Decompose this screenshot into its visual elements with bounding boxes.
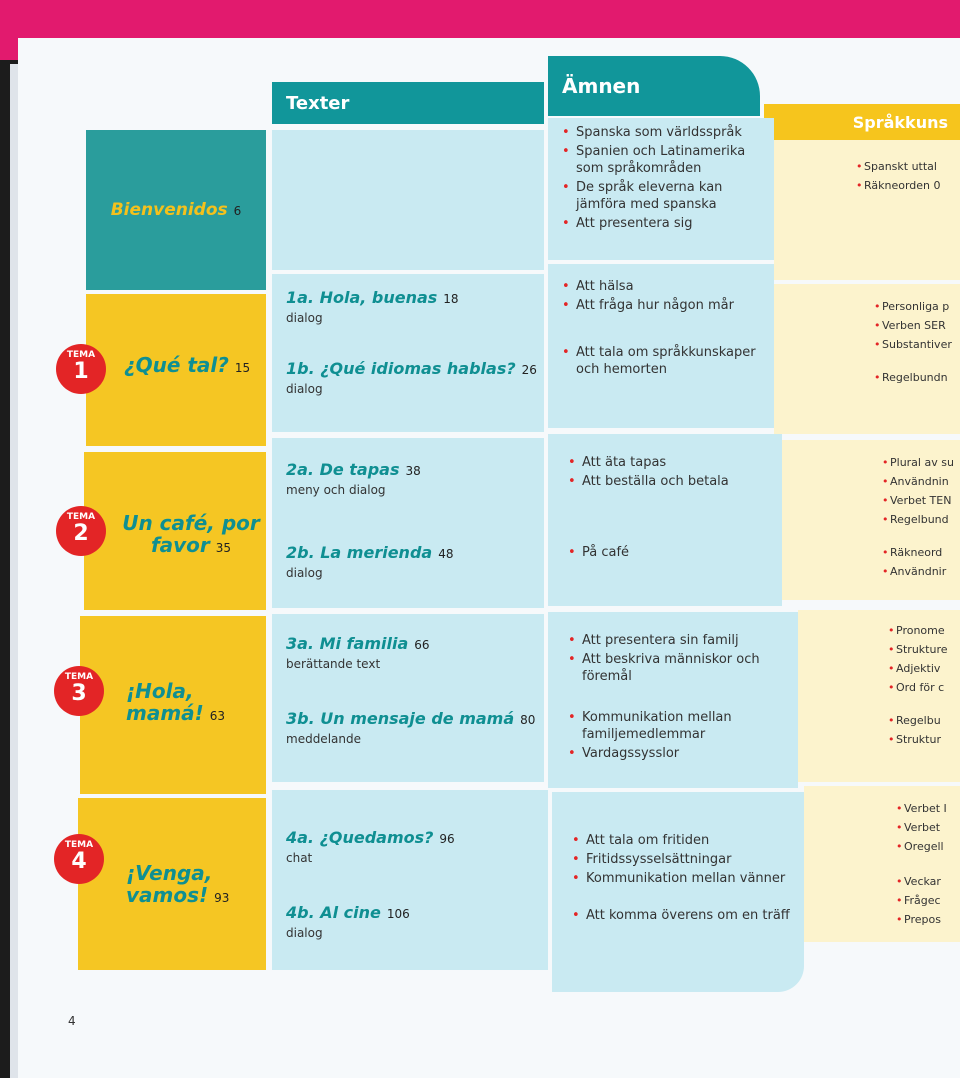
skill-item: • Veckar xyxy=(896,873,960,890)
text-type: dialog xyxy=(286,311,323,325)
skill-item: • Regelbund xyxy=(882,511,960,528)
skill-item: • Verbet I xyxy=(896,800,960,817)
intro-skills-list xyxy=(856,158,960,194)
header-texter xyxy=(272,82,544,124)
text-title: 4a. ¿Quedamos? 96 xyxy=(286,828,455,847)
skill-item: • Räkneorden 0 xyxy=(856,177,960,194)
theme-2-skills-cell xyxy=(782,440,960,600)
topics-list xyxy=(562,344,766,378)
theme-3-title: ¡Hola, mamá! 63 xyxy=(126,679,226,725)
skills-list xyxy=(874,298,960,386)
text-title: 3a. Mi familia 66 xyxy=(286,634,430,653)
theme-3-cell xyxy=(80,616,266,794)
skill-item: • Adjektiv xyxy=(888,660,960,677)
header-amnen xyxy=(548,56,760,116)
intro-page: 6 xyxy=(233,204,242,218)
text-title: 2a. De tapas 38 xyxy=(286,460,421,479)
theme-4-page: 93 xyxy=(214,891,230,905)
skill-item: • Verben SER xyxy=(874,317,960,334)
topic-item: • Spanska som världsspråk xyxy=(562,124,766,141)
text-page: 80 xyxy=(520,713,536,727)
header-sprakkunskap xyxy=(764,104,960,140)
theme-4-topics-cell xyxy=(552,792,804,992)
text-page: 66 xyxy=(414,638,430,652)
skill-item: • Plural av su xyxy=(882,454,960,471)
topic-item: • Att äta tapas xyxy=(568,454,774,471)
topic-item: • Att presentera sin familj xyxy=(568,632,792,649)
theme-1-topics-cell xyxy=(548,264,774,428)
skill-item: • Pronome xyxy=(888,622,960,639)
text-page: 38 xyxy=(405,464,421,478)
theme-3-page: 63 xyxy=(209,709,226,723)
skill-item: • Regelbundn xyxy=(874,369,960,386)
tema-number: 3 xyxy=(71,681,87,706)
theme-1-cell xyxy=(86,294,266,446)
skills-list xyxy=(882,454,960,580)
theme-1-texts-cell xyxy=(272,274,544,432)
text-page: 18 xyxy=(443,292,459,306)
topics-list xyxy=(572,907,798,924)
tema-label: TEMA xyxy=(66,512,96,522)
topic-item: • Att tala om språkkunskaper och hemorten xyxy=(562,344,766,378)
text-entry xyxy=(286,634,544,671)
theme-2-topics-cell xyxy=(548,434,782,606)
topic-item: • Fritidssysselsättningar xyxy=(572,851,798,868)
topic-item: • Att komma överens om en träff xyxy=(572,907,798,924)
intro-topics-list xyxy=(562,124,766,232)
topic-item: • Att tala om fritiden xyxy=(572,832,798,849)
topics-list xyxy=(568,709,792,762)
tema-3-badge xyxy=(54,666,104,716)
text-type: chat xyxy=(286,851,313,865)
page-number: 4 xyxy=(68,1014,76,1028)
skill-item: • Frågec xyxy=(896,892,960,909)
tema-label: TEMA xyxy=(66,350,96,360)
topic-item: • Att beskriva människor och föremål xyxy=(568,651,792,685)
tema-1-badge xyxy=(56,344,106,394)
skill-item: • Substantiver xyxy=(874,336,960,353)
text-entry xyxy=(286,359,544,396)
topic-item: • Spanien och Latinamerika som språkområden xyxy=(562,143,766,177)
theme-4-skills-cell xyxy=(804,786,960,942)
skill-item: • Verbet xyxy=(896,819,960,836)
theme-4-title: ¡Venga, vamos! 93 xyxy=(126,861,230,907)
text-entry xyxy=(286,288,544,325)
tema-number: 4 xyxy=(71,849,87,874)
skill-item: • Prepos xyxy=(896,911,960,928)
tema-label: TEMA xyxy=(64,840,94,850)
skills-list xyxy=(888,622,960,748)
tema-2-badge xyxy=(56,506,106,556)
text-type: meny och dialog xyxy=(286,483,386,497)
text-entry xyxy=(286,828,548,865)
text-type: dialog xyxy=(286,926,323,940)
skill-item: • Användnin xyxy=(882,473,960,490)
topics-list xyxy=(568,544,774,561)
header-amnen-label: Ämnen xyxy=(562,74,641,98)
topic-item: • Kommunikation mellan familjemedlemmar xyxy=(568,709,792,743)
topic-item: • Att presentera sig xyxy=(562,215,766,232)
text-type: dialog xyxy=(286,566,323,580)
topic-item: • Kommunikation mellan vänner xyxy=(572,870,798,887)
theme-2-page: 35 xyxy=(215,541,232,555)
topics-list xyxy=(572,832,798,887)
intro-texts-cell xyxy=(272,130,544,270)
header-sprakkunskap-label: Språkkuns xyxy=(852,112,948,132)
skill-item: • Oregell xyxy=(896,838,960,855)
intro-title: Bienvenidos 6 xyxy=(110,200,242,220)
theme-3-skills-cell xyxy=(798,610,960,782)
topics-list xyxy=(568,632,792,685)
skill-item: • Användnir xyxy=(882,563,960,580)
skill-item: • Ord för c xyxy=(888,679,960,696)
theme-4-cell xyxy=(78,798,266,970)
theme-4-texts-cell xyxy=(272,790,548,970)
text-type: dialog xyxy=(286,382,323,396)
text-title: 1a. Hola, buenas 18 xyxy=(286,288,459,307)
topic-item: • Vardagssysslor xyxy=(568,745,792,762)
text-entry xyxy=(286,543,544,580)
tema-4-badge xyxy=(54,834,104,884)
text-entry xyxy=(286,903,548,940)
theme-2-title: Un café, por favor 35 xyxy=(122,511,260,557)
skills-list xyxy=(896,800,960,928)
theme-2-cell xyxy=(84,452,266,610)
header-texter-label: Texter xyxy=(286,92,350,114)
skill-item: • Spanskt uttal xyxy=(856,158,960,175)
theme-1-page: 15 xyxy=(234,361,251,375)
skill-item: • Räkneord xyxy=(882,544,960,561)
text-title: 1b. ¿Qué idiomas hablas? 26 xyxy=(286,359,537,378)
intro-topics-cell xyxy=(548,118,774,260)
skill-item: • Struktur xyxy=(888,731,960,748)
topic-item: • Att hälsa xyxy=(562,278,766,295)
text-page: 48 xyxy=(438,547,454,561)
text-type: berättande text xyxy=(286,657,381,671)
theme-2-texts-cell xyxy=(272,438,544,608)
theme-1-title: ¿Qué tal? 15 xyxy=(124,353,251,377)
text-title: 4b. Al cine 106 xyxy=(286,903,410,922)
intro-title-cell xyxy=(86,130,266,290)
skill-item: • Personliga p xyxy=(874,298,960,315)
tema-number: 2 xyxy=(73,521,89,546)
text-page: 26 xyxy=(521,363,537,377)
text-entry xyxy=(286,709,544,746)
topic-item: • De språk eleverna kan jämföra med spanska xyxy=(562,179,766,213)
intro-skills-cell xyxy=(774,140,960,280)
text-entry xyxy=(286,460,544,497)
skill-item: • Verbet TEN xyxy=(882,492,960,509)
theme-3-topics-cell xyxy=(548,612,798,788)
tema-number: 1 xyxy=(73,359,89,384)
theme-1-skills-cell xyxy=(774,284,960,434)
topic-item: • Att beställa och betala xyxy=(568,473,774,490)
skill-item: • Regelbu xyxy=(888,712,960,729)
text-type: meddelande xyxy=(286,732,361,746)
text-title: 3b. Un mensaje de mamá 80 xyxy=(286,709,536,728)
text-page: 96 xyxy=(439,832,455,846)
topic-item: • Att fråga hur någon mår xyxy=(562,297,766,314)
topic-item: • På café xyxy=(568,544,774,561)
topics-list xyxy=(568,454,774,490)
text-page: 106 xyxy=(386,907,410,921)
tema-label: TEMA xyxy=(64,672,94,682)
skill-item: • Strukture xyxy=(888,641,960,658)
topics-list xyxy=(562,278,766,314)
theme-3-texts-cell xyxy=(272,614,544,782)
text-title: 2b. La merienda 48 xyxy=(286,543,454,562)
